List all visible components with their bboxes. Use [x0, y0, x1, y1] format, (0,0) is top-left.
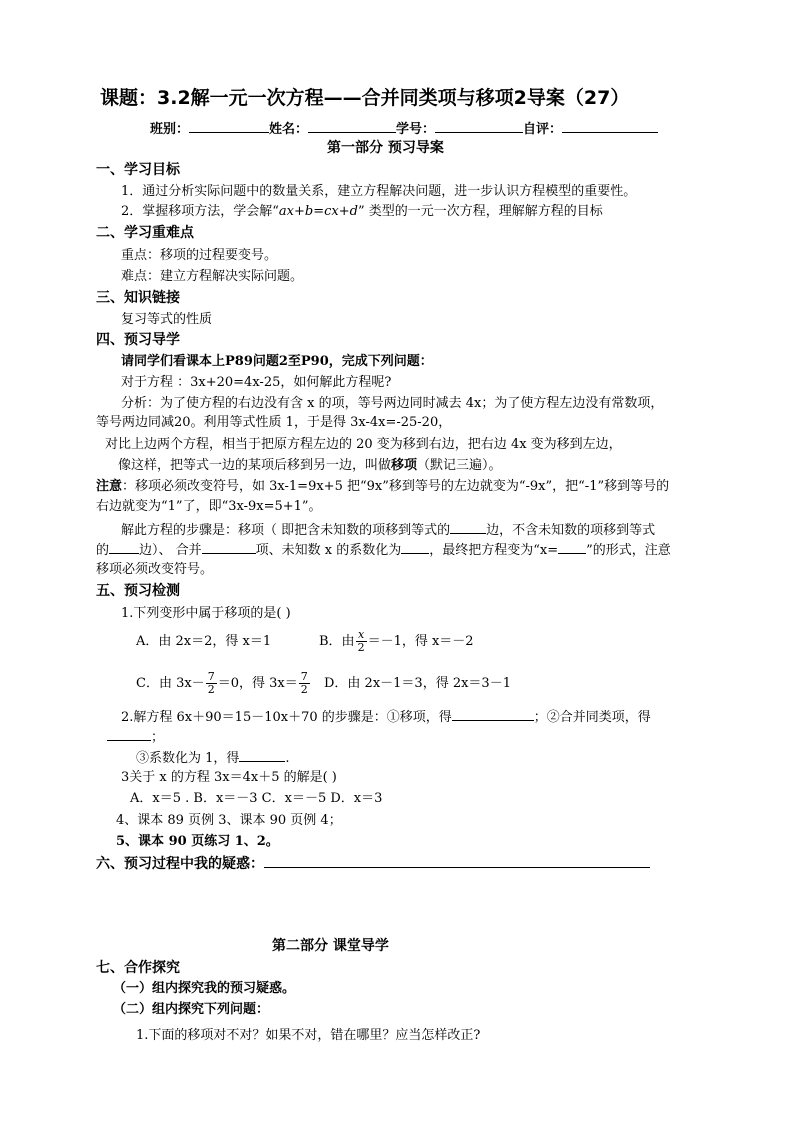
- name-field[interactable]: [308, 119, 396, 133]
- blank-q2-step2[interactable]: [107, 727, 151, 741]
- blank-q2-step3[interactable]: [239, 748, 285, 762]
- steps-line-3: 移项必须改变符号。: [96, 562, 214, 577]
- check-q3: 3关于 x 的方程 3x＝4x＋5 的解是( ): [121, 770, 337, 785]
- section-heading-cooperate: 七、合作探究: [96, 960, 180, 976]
- id-label: 学号：: [396, 122, 436, 137]
- part1-heading: 第一部分 预习导案: [327, 140, 444, 156]
- definition-text: 像这样，把等式一边的某项后移到另一边，叫做移项（默记三遍）。: [118, 458, 502, 473]
- section-heading-keypoints: 二、学习重难点: [96, 225, 194, 241]
- blank-side-1[interactable]: [450, 520, 486, 534]
- check-q1-option-d: D．由 2x－1＝3，得 2x＝3－1: [324, 676, 511, 691]
- section-heading-doubts: 六、预习过程中我的疑惑：: [96, 854, 650, 873]
- steps-line-2: 的 边）、 合并 项、未知数 x 的系数化为 ，最终把方程变为“x= ”的形式，注意: [96, 540, 671, 560]
- check-q1-option-a: A．由 2x＝2，得 x＝1: [136, 634, 272, 649]
- note-line-2: 右边就变为“1”了，即“3x-9x=5+1”。: [96, 499, 322, 514]
- key-point: 重点：移项的过程要变号。: [121, 248, 278, 263]
- preview-instruction: 请同学们看课本上P89问题2至P90，完成下列问题：: [121, 354, 433, 369]
- check-q2: 2.解方程 6x＋90＝15－10x＋70 的步骤是：①移项，得 ；②合并同类项，得: [121, 707, 651, 727]
- section-heading-check: 五、预习检测: [96, 583, 180, 599]
- check-q1: 1.下列变形中属于移项的是( ): [121, 606, 291, 621]
- section-heading-links: 三、知识链接: [96, 290, 180, 306]
- part2-heading: 第二部分 课堂导学: [272, 938, 389, 954]
- blank-side-2[interactable]: [109, 540, 139, 554]
- check-q4: 4、课本 89 页例 3、课本 90 页例 4；: [116, 813, 342, 828]
- doubts-field[interactable]: [264, 854, 650, 868]
- goal-item-2: 2．掌握移项方法，学会解“ax+b=cx+d” 类型的一元一次方程，理解解方程的目标: [121, 204, 603, 219]
- difficult-point: 难点：建立方程解决实际问题。: [121, 269, 304, 284]
- compare-text: 对比上边两个方程，相当于把原方程左边的 20 变为移到右边，把右边 4x 变为移到左边，: [105, 437, 622, 452]
- section-heading-goals: 一、学习目标: [96, 162, 180, 178]
- analysis-line-2: 等号两边同减20。利用等式性质 1，于是得 3x-4x=-25-20，: [96, 415, 452, 430]
- section-heading-preview: 四、预习导学: [96, 332, 180, 348]
- goal-item-1: 1．通过分析实际问题中的数量关系，建立方程解决问题，进一步认识方程模型的重要性。: [121, 184, 637, 199]
- check-q2-step3: ③系数化为 1，得 .: [136, 748, 290, 768]
- class-label: 班别：: [150, 122, 190, 137]
- self-eval-field[interactable]: [562, 119, 658, 133]
- check-q1-option-c: C．由 3x－ $\frac{7}{2}$ ＝0，得 3x＝ $\frac{7}{2}$: [136, 670, 308, 696]
- check-q1-option-b: B．由 $\frac{x}{2}$ ＝－1，得 x＝－2: [319, 628, 474, 654]
- review-text: 复习等式的性质: [121, 312, 213, 327]
- check-q3-options: A．x＝5 . B．x＝－3 C．x＝－5 D．x＝3: [130, 791, 383, 806]
- cooperate-sub-2: （二）组内探究下列问题：: [113, 1002, 270, 1017]
- preview-question: 对于方程 ：3x+20=4x-25，如何解此方程呢?: [121, 375, 392, 390]
- blank-coefficient[interactable]: [401, 540, 429, 554]
- student-info-row: [150, 119, 658, 139]
- blank-x-value[interactable]: [558, 540, 586, 554]
- check-q5: 5、课本 90 页练习 1、2。: [116, 834, 279, 849]
- cooperate-sub-1: （一）组内探究我的预习疑惑。: [113, 981, 296, 996]
- student-id-field[interactable]: [435, 119, 523, 133]
- name-label: 姓名：: [269, 122, 309, 137]
- steps-line-1: 解此方程的步骤是：移项（ 即把含未知数的项移到等式的 边，不含未知数的项移到等式: [121, 520, 655, 540]
- page-title: 课题：3.2解一元一次方程——合并同类项与移项2导案（27）: [100, 87, 630, 109]
- note-line-1: 注意：移项必须改变符号，如 3x-1=9x+5 把“9x”移到等号的左边就变为“-9x”，把“-1”移到等号的: [96, 479, 670, 494]
- blank-q2-step1[interactable]: [452, 707, 534, 721]
- eval-label: 自评：: [523, 122, 563, 137]
- check-q2-cont: ；: [107, 727, 164, 747]
- analysis-line-1: 分析：为了使方程的右边没有含 x 的项，等号两边同时减去 4x；为了使方程左边没有常数项，: [121, 396, 664, 411]
- blank-like-terms[interactable]: [202, 540, 256, 554]
- class-field[interactable]: [189, 119, 269, 133]
- cooperate-q1: 1.下面的移项对不对？如果不对，错在哪里？应当怎样改正?: [136, 1028, 481, 1043]
